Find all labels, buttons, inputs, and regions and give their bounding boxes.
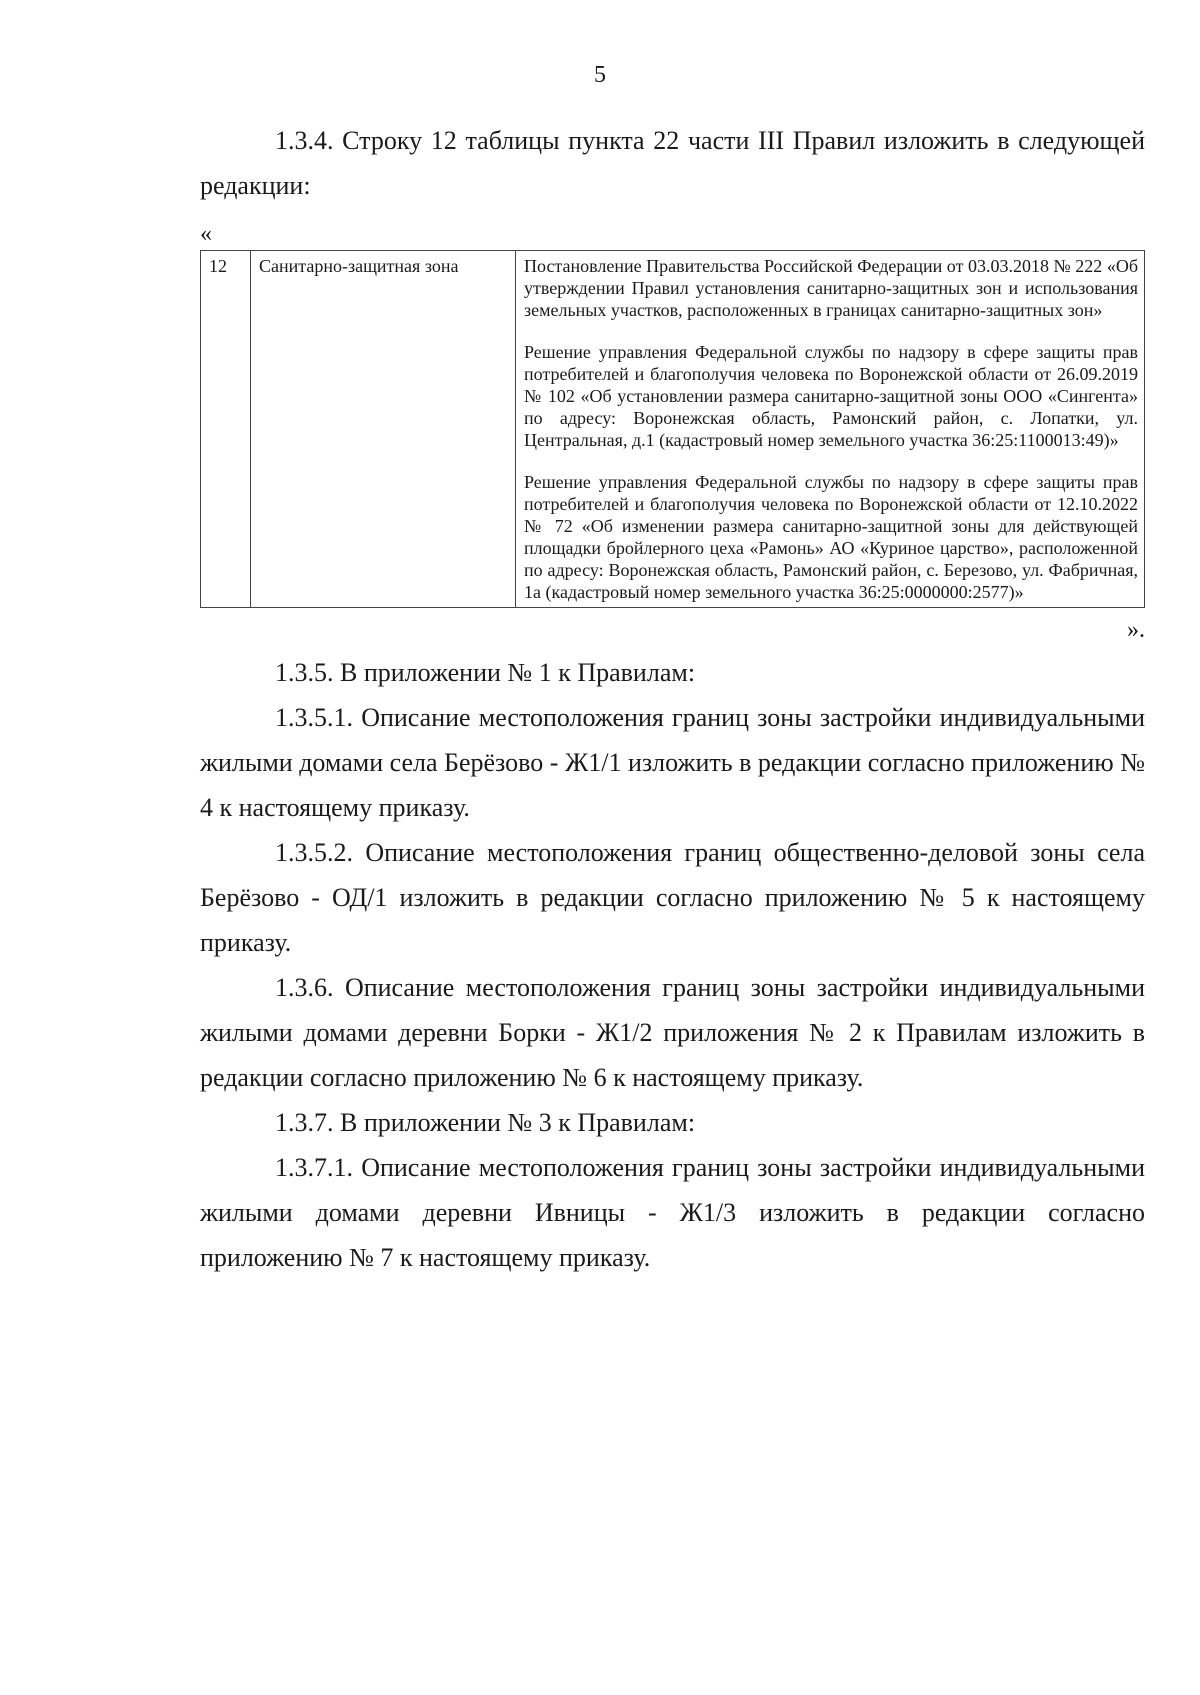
documents-cell — [516, 251, 1145, 608]
document-entry: Решение управления Федеральной службы по надзору в сфере защиты прав потребителей и благополучия человека по Воронежской области от 12.10.2022 № 72 «Об изменении размера санитарно-защитной зоны для действующей площадки бройлерного цеха «Рамонь» АО «Куриное царство», расположенной по адресу: Воронежская область, Рамонский район, с. Березово, ул. Фабричная, 1а (кадастровый номер земельного участка 36:25:0000000:2577)» — [524, 472, 1138, 602]
document-entry: Решение управления Федеральной службы по надзору в сфере защиты прав потребителей и благополучия человека по Воронежской области от 26.09.2019 № 102 «Об установлении размера санитарно-защитной зоны ООО «Сингента» по адресу: Воронежская область, Рамонский район, с. Лопатки, ул. Центральная, д.1 (кадастровый номер земельного участка 36:25:1100013:49)» — [524, 342, 1138, 450]
paragraph-1-3-5-1: 1.3.5.1. Описание местоположения границ зоны застройки индивидуальными жилыми домами села Берёзово - Ж1/1 изложить в редакции согласно приложению № 4 к настоящему приказу. — [200, 703, 1145, 822]
document-body — [200, 118, 1145, 1280]
zone-name-cell: Санитарно-защитная зона — [251, 251, 516, 608]
paragraph-1-3-7: 1.3.7. В приложении № 3 к Правилам: — [275, 1108, 696, 1137]
amendment-table — [200, 250, 1145, 608]
paragraph-1-3-4: 1.3.4. Строку 12 таблицы пункта 22 части III Правил изложить в следующей редакции: — [200, 126, 1145, 200]
closing-quote-mark: ». — [1127, 617, 1145, 643]
paragraph-1-3-5-2: 1.3.5.2. Описание местоположения границ общественно-деловой зоны села Берёзово - ОД/1 изложить в редакции согласно приложению № 5 к настоящему приказу. — [200, 838, 1145, 957]
table-row — [201, 251, 1145, 608]
paragraph-1-3-7-1: 1.3.7.1. Описание местоположения границ зоны застройки индивидуальными жилыми домами деревни Ивницы - Ж1/3 изложить в редакции согласно приложению № 7 к настоящему приказу. — [200, 1153, 1145, 1272]
opening-quote-mark: « — [200, 221, 212, 247]
row-number-cell: 12 — [201, 251, 251, 608]
document-entry: Постановление Правительства Российской Федерации от 03.03.2018 № 222 «Об утверждении Правил установления санитарно-защитных зон и использования земельных участков, расположенных в границах санитарно-защитных зон» — [524, 256, 1138, 320]
paragraph-1-3-6: 1.3.6. Описание местоположения границ зоны застройки индивидуальными жилыми домами деревни Борки - Ж1/2 приложения № 2 к Правилам изложить в редакции согласно приложению № 6 к настоящему приказу. — [200, 973, 1145, 1092]
page-number: 5 — [594, 62, 606, 88]
paragraph-1-3-5: 1.3.5. В приложении № 1 к Правилам: — [275, 658, 696, 687]
